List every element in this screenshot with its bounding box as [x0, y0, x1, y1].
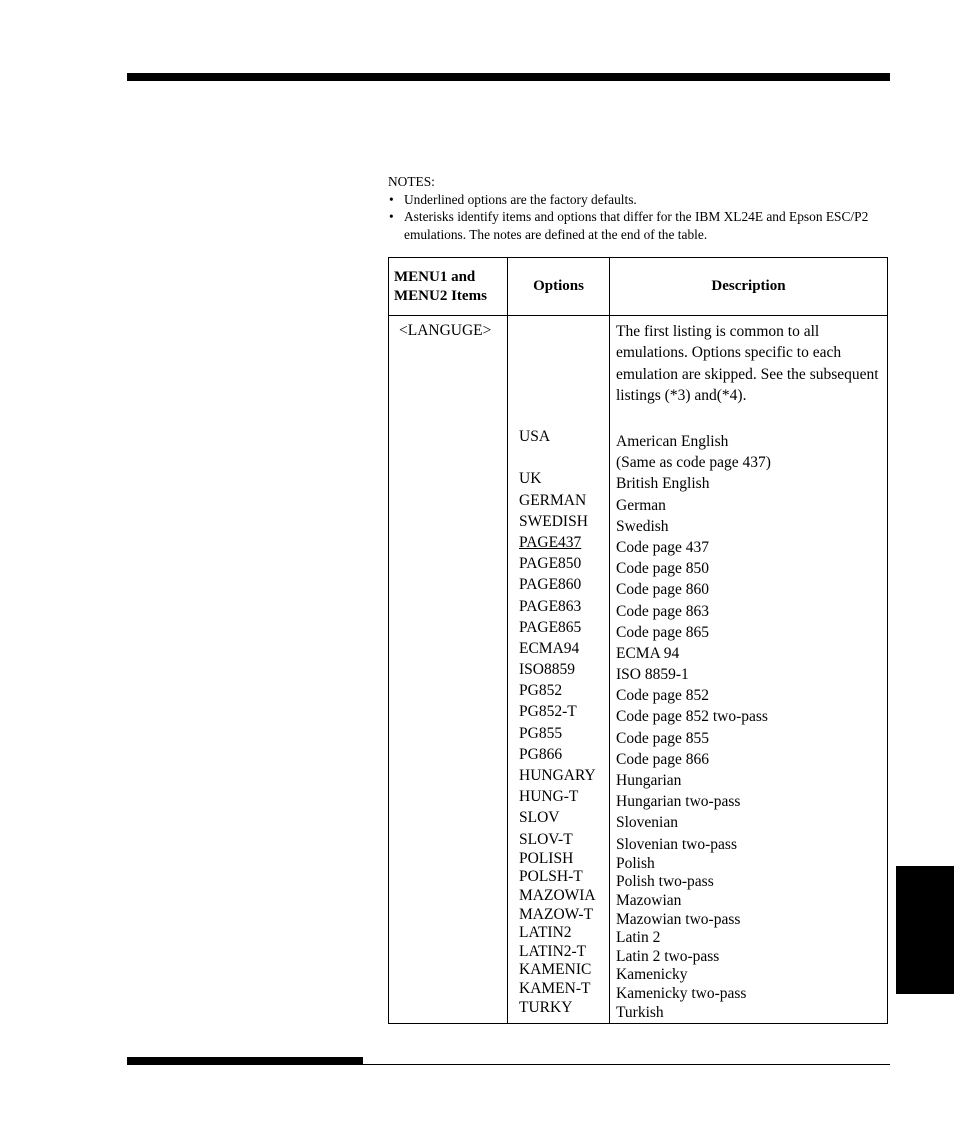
bottom-thin-rule	[127, 1064, 890, 1065]
option-description	[616, 770, 887, 791]
option-description-text: Code page 855	[616, 729, 709, 747]
option-description	[616, 812, 887, 833]
option-description-text: Code page 852	[616, 687, 709, 705]
option-description	[616, 537, 887, 558]
option-value: SLOV-T	[519, 830, 573, 848]
option-description	[616, 601, 887, 622]
option-description-text: Hungarian	[616, 772, 682, 790]
option-value: PAGE860	[519, 576, 582, 594]
items-cell	[389, 316, 508, 1024]
option-description-text: Code page 852 two-pass	[616, 708, 768, 726]
option-description-text: ISO 8859-1	[616, 666, 689, 684]
option-value: MAZOWIA	[519, 886, 596, 904]
option-description	[616, 929, 887, 948]
option-description-text: Swedish	[616, 517, 669, 535]
description-cell	[610, 316, 888, 1024]
note-text: Asterisks identify items and options that differ for the IBM XL24E and Epson ESC/P2 emulations. The notes are defined at the end of the table.	[404, 209, 869, 242]
option-description	[616, 622, 887, 643]
table-header-row	[389, 258, 888, 316]
option-description	[616, 431, 887, 473]
option-description	[616, 749, 887, 770]
option-description	[616, 855, 887, 874]
top-rule	[127, 73, 890, 81]
option-description	[616, 892, 887, 911]
option-description	[616, 558, 887, 579]
option-description	[616, 911, 887, 930]
option-description-text: Code page 437	[616, 538, 709, 556]
bullet-icon: •	[389, 209, 394, 224]
option-value: GERMAN	[519, 491, 587, 509]
option-value: ISO8859	[519, 661, 575, 679]
option-description	[616, 948, 887, 967]
option-description-text: Kamenicky two-pass	[616, 984, 747, 1002]
menu-item-language: <LANGUGE>	[399, 322, 492, 339]
option-value: POLISH	[519, 849, 574, 867]
option-description	[616, 685, 887, 706]
note-item	[388, 191, 888, 209]
option-value: PG852	[519, 682, 563, 700]
option-value: PG852-T	[519, 703, 577, 721]
option-description-text: Mazowian two-pass	[616, 910, 741, 928]
option-description	[616, 985, 887, 1004]
notes-header: NOTES:	[388, 174, 435, 189]
items-header-line2: MENU2 Items	[394, 287, 487, 304]
option-description-text: Code page 865	[616, 623, 709, 641]
options-cell	[508, 316, 610, 1024]
option-description	[616, 643, 887, 664]
option-value: PAGE437	[519, 533, 582, 551]
option-description	[616, 791, 887, 812]
items-column-header	[389, 258, 508, 316]
option-description	[616, 664, 887, 685]
chapter-tab	[896, 866, 954, 994]
option-value: PG855	[519, 724, 563, 742]
option-description-text: Latin 2	[616, 929, 661, 947]
option-description-text: Turkish	[616, 1003, 664, 1021]
option-description	[616, 579, 887, 600]
option-description-text: Polish two-pass	[616, 873, 714, 891]
option-value: SLOV	[519, 809, 560, 827]
notes-section	[388, 173, 888, 243]
language-menu-table	[388, 257, 888, 1024]
option-description-text: Code page 860	[616, 581, 709, 599]
option-description-text: American English	[616, 433, 729, 450]
option-description-text: Slovenian two-pass	[616, 835, 737, 853]
option-description	[616, 516, 887, 537]
option-description-text: Polish	[616, 854, 655, 872]
option-value: KAMENIC	[519, 961, 592, 979]
option-description	[616, 873, 887, 892]
items-header-line1: MENU1 and	[394, 269, 476, 285]
option-description	[616, 495, 887, 516]
option-description	[616, 1004, 887, 1023]
option-value: HUNGARY	[519, 767, 596, 785]
option-value: PAGE865	[519, 618, 582, 636]
option-description-text: British English	[616, 475, 710, 493]
option-value: ECMA94	[519, 639, 580, 657]
option-description-text: Kamenicky	[616, 966, 688, 984]
option-description-text: Code page 850	[616, 560, 709, 578]
option-value: USA	[519, 428, 551, 445]
option-description	[616, 706, 887, 727]
intro-description: The first listing is common to all emulations. Options specific to each emulation are skipped. See the subsequent listings (*3) and(*4).	[616, 323, 879, 404]
bullet-icon: •	[389, 191, 394, 207]
option-value: KAMEN-T	[519, 979, 591, 997]
option-value: HUNG-T	[519, 788, 579, 806]
option-value: POLSH-T	[519, 868, 583, 886]
table-body-row	[389, 316, 888, 1024]
option-value: PG866	[519, 745, 563, 763]
note-item	[388, 208, 888, 243]
option-value: UK	[519, 470, 542, 488]
option-description	[616, 834, 887, 855]
option-description-text: Mazowian	[616, 891, 682, 909]
option-value: TURKY	[519, 998, 573, 1016]
option-description-text: Latin 2 two-pass	[616, 947, 720, 965]
description-column-header: Description	[610, 258, 888, 316]
option-description-text: German	[616, 496, 666, 514]
options-column-header: Options	[508, 258, 610, 316]
option-description-text: Slovenian	[616, 814, 678, 832]
option-description-text: Hungarian two-pass	[616, 793, 741, 811]
option-description	[616, 728, 887, 749]
notes-list	[388, 191, 888, 244]
option-value: PAGE850	[519, 555, 582, 573]
option-description	[616, 966, 887, 985]
option-value: SWEDISH	[519, 512, 588, 530]
option-description	[616, 473, 887, 494]
option-description-text: Code page 866	[616, 750, 709, 768]
option-description-note: (Same as code page 437)	[616, 454, 771, 472]
option-description-text: Code page 863	[616, 602, 709, 620]
option-value: PAGE863	[519, 597, 582, 615]
option-value: MAZOW-T	[519, 905, 594, 923]
option-value: LATIN2-T	[519, 942, 587, 960]
option-value: LATIN2	[519, 924, 572, 942]
note-text: Underlined options are the factory defaults.	[404, 191, 637, 207]
option-description-text: ECMA 94	[616, 644, 680, 662]
